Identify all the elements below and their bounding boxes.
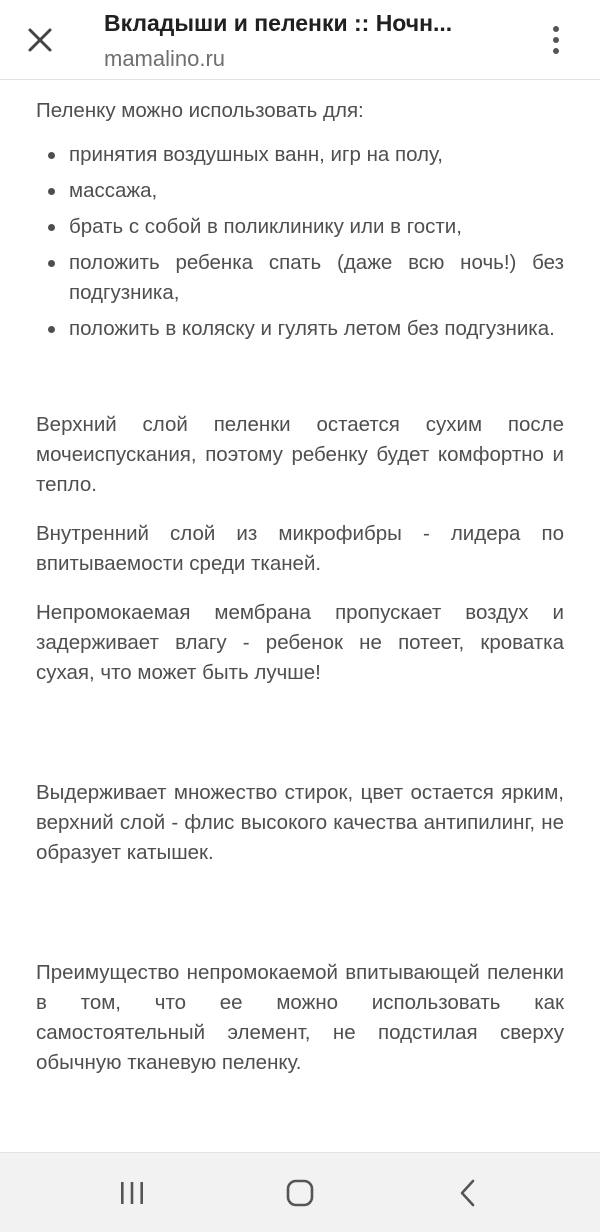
paragraph-membrane: Непромокаемая мембрана пропускает воздух и задерживает влагу - ребенок не потеет, кроватка сухая, что может быть лучше! <box>36 601 564 684</box>
article-content <box>36 82 564 1152</box>
back-icon <box>458 1178 478 1208</box>
list-item: массажа, <box>36 176 564 206</box>
system-navigation-bar <box>0 1152 600 1232</box>
page-domain: mamalino.ru <box>104 46 226 71</box>
intro-text: Пеленку можно использовать для: <box>36 99 364 122</box>
paragraph-top-layer: Верхний слой пеленки остается сухим после мочеиспускания, поэтому ребенку будет комфортно и тепло. <box>36 413 564 496</box>
list-item: принятия воздушных ванн, игр на полу, <box>36 140 564 170</box>
recent-apps-icon <box>117 1180 147 1206</box>
more-options-button[interactable] <box>540 22 572 58</box>
list-item: брать с собой в поликлинику или в гости, <box>36 212 564 242</box>
paragraph-advantage: Преимущество непромокаемой впитывающей пеленки в том, что ее можно использовать как самостоятельный элемент, не подстилая сверху обычную тканевую пеленку. <box>36 961 564 1074</box>
close-icon <box>27 27 53 53</box>
page-title: Вкладыши и пеленки :: Ночн... <box>104 10 453 36</box>
home-icon <box>285 1178 315 1208</box>
back-button[interactable] <box>438 1173 498 1213</box>
uses-list <box>36 140 564 344</box>
paragraph-inner-layer: Внутренний слой из микрофибры - лидера по впитываемости среди тканей. <box>36 522 564 575</box>
list-item: положить ребенка спать (даже всю ночь!) без подгузника, <box>36 248 564 308</box>
paragraph-washing: Выдерживает множество стирок, цвет остается ярким, верхний слой - флис высокого качества антипилинг, не образует катышек. <box>36 781 564 864</box>
close-button[interactable] <box>22 22 58 58</box>
recent-apps-button[interactable] <box>102 1173 162 1213</box>
browser-header <box>0 0 600 80</box>
home-button[interactable] <box>270 1173 330 1213</box>
list-item: положить в коляску и гулять летом без подгузника. <box>36 314 564 344</box>
more-vertical-icon <box>553 26 559 32</box>
